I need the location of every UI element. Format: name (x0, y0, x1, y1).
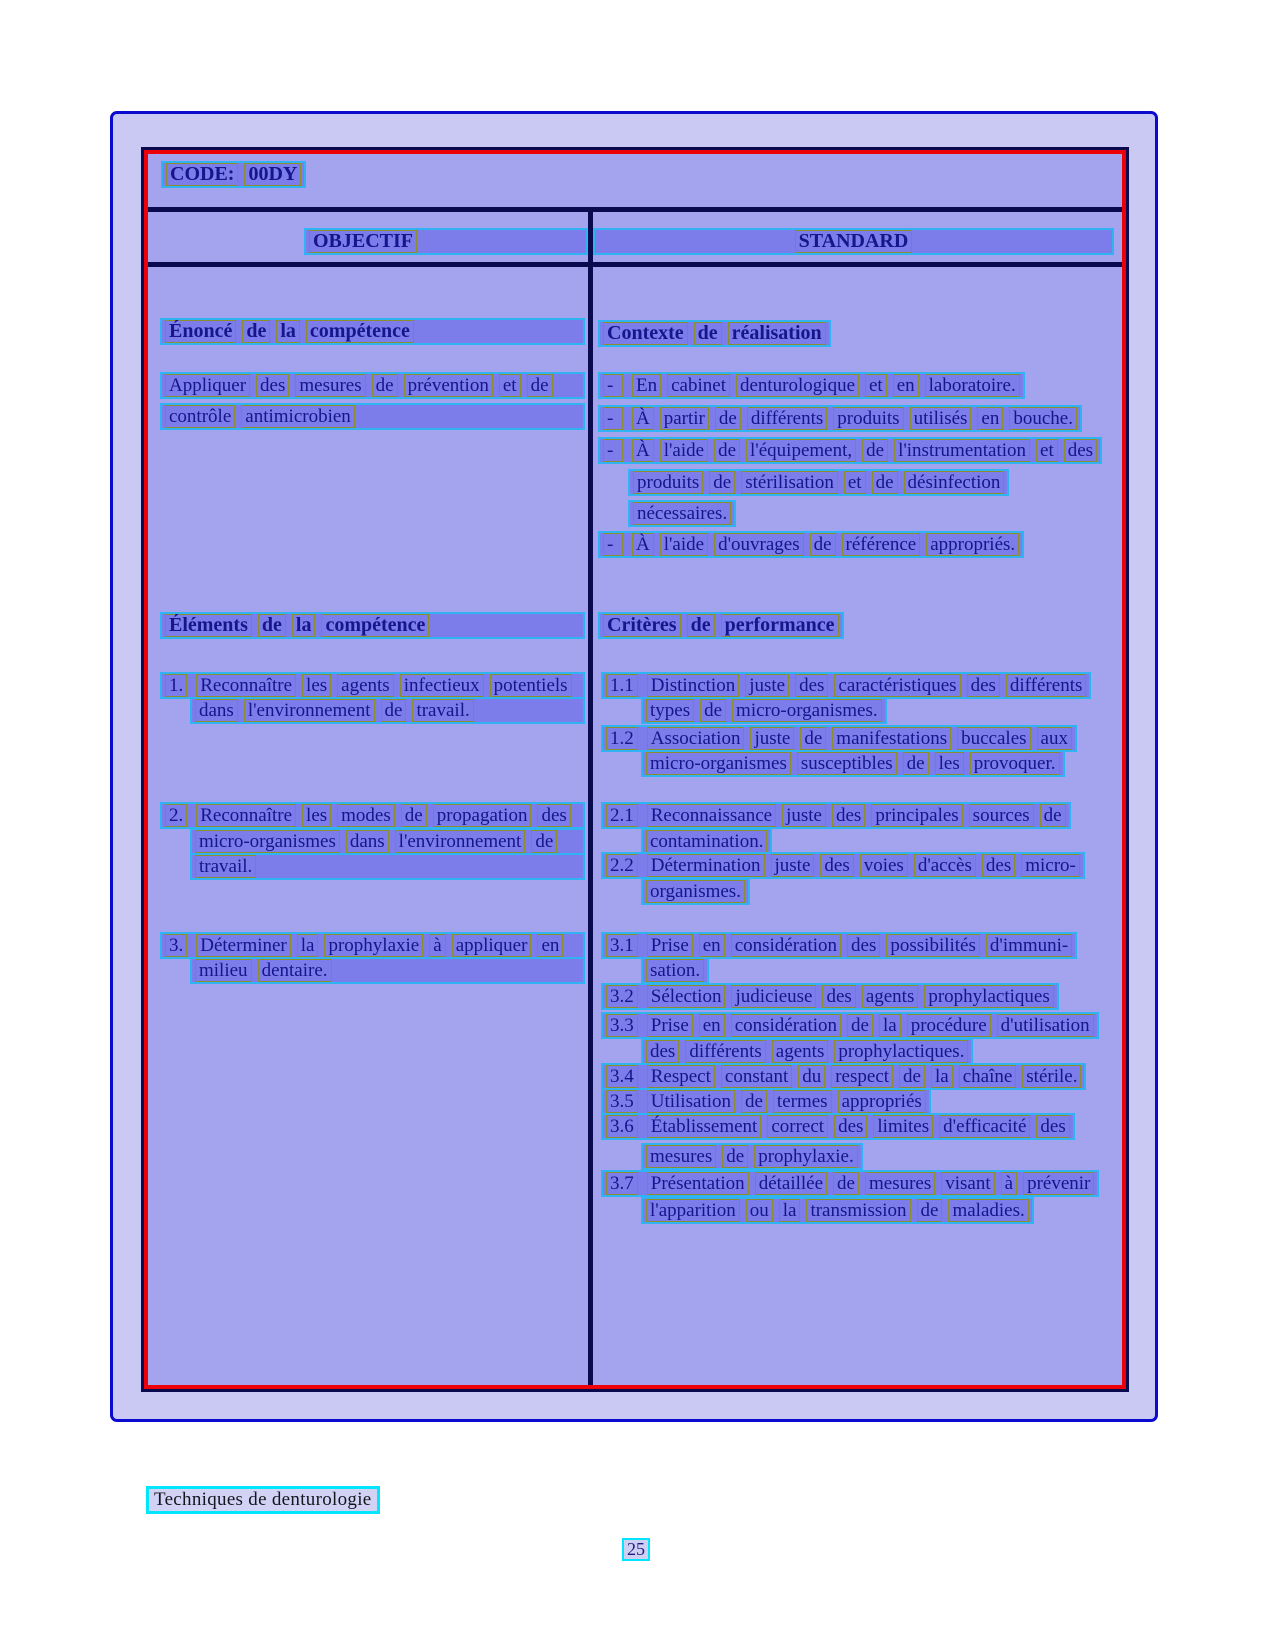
word: désinfection (904, 471, 1005, 494)
text-line (160, 802, 585, 829)
word: de (800, 727, 826, 750)
word: la (879, 1014, 901, 1037)
item-number: - (603, 533, 623, 556)
word: et (499, 374, 521, 397)
word: sources (969, 804, 1034, 827)
text-line (160, 372, 585, 399)
word: la (292, 614, 316, 637)
word: À (632, 533, 654, 556)
item-number: - (603, 374, 623, 397)
text-line (641, 878, 750, 905)
word: de (687, 614, 715, 637)
word: travail. (412, 699, 473, 722)
word: des (822, 985, 855, 1008)
section-elements-competence (160, 612, 585, 639)
word: l'apparition (646, 1199, 740, 1222)
word: stérilisation (741, 471, 838, 494)
document-footer-title (146, 1486, 380, 1514)
text-line (190, 853, 585, 880)
item-number: - (603, 407, 623, 430)
word: l'environnement (244, 699, 375, 722)
text-line (601, 852, 1085, 879)
word: de (722, 1145, 748, 1168)
word: des (832, 804, 865, 827)
text-line (641, 1143, 863, 1170)
text-line (601, 802, 1071, 829)
footer-title-text: Techniques de denturologie (154, 1489, 372, 1510)
word: des (834, 1115, 867, 1138)
word: modes (337, 804, 395, 827)
word: les (935, 752, 964, 775)
word: les (302, 804, 331, 827)
text-line (598, 372, 1025, 399)
word: détaillée (755, 1172, 827, 1195)
text-line (160, 403, 585, 430)
word: Prise (647, 934, 693, 957)
word: différents (685, 1040, 765, 1063)
word: agents (772, 1040, 829, 1063)
word: provoquer. (970, 752, 1060, 775)
word: d'ouvrages (714, 533, 804, 556)
word: l'instrumentation (894, 439, 1030, 462)
word: OBJECTIF (309, 230, 417, 253)
word: de (258, 614, 286, 637)
word: de (709, 471, 735, 494)
word: bouche. (1009, 407, 1077, 430)
word: constant (721, 1065, 792, 1088)
word: voies (860, 854, 908, 877)
word: cabinet (667, 374, 730, 397)
word: dans (195, 699, 238, 722)
word: de (862, 439, 888, 462)
word: Respect (647, 1065, 715, 1088)
word: Reconnaître (196, 674, 296, 697)
word: micro-organismes (646, 752, 791, 775)
word: et (1036, 439, 1058, 462)
text-line (601, 1012, 1099, 1039)
item-number: 3.6 (606, 1115, 638, 1138)
word: chaîne (959, 1065, 1017, 1088)
word: de (381, 699, 407, 722)
text-line (641, 1038, 973, 1065)
word: des (820, 854, 853, 877)
word: contrôle (165, 405, 235, 428)
word: du (798, 1065, 825, 1088)
word: Appliquer (165, 374, 250, 397)
word: appropriés (838, 1090, 926, 1113)
item-number: 2.1 (606, 804, 638, 827)
word: des (847, 934, 880, 957)
section-contexte-realisation (598, 320, 831, 347)
header-separator-top (148, 207, 1122, 212)
word: infectieux (400, 674, 484, 697)
word: en (537, 934, 563, 957)
word: partir (660, 407, 709, 430)
content-panel (110, 111, 1158, 1422)
word: ou (746, 1199, 773, 1222)
word: respect (831, 1065, 893, 1088)
word: compétence (321, 614, 429, 637)
word: agents (862, 985, 919, 1008)
page-number-text: 25 (627, 1539, 645, 1559)
word: types (646, 699, 694, 722)
word: l'environnement (395, 830, 526, 853)
word: Établissement (647, 1115, 762, 1138)
word: Détermination (647, 854, 765, 877)
word: laboratoire. (925, 374, 1020, 397)
word: juste (745, 674, 789, 697)
word: réalisation (728, 322, 826, 345)
word: antimicrobien (241, 405, 355, 428)
text-line (628, 469, 1009, 496)
item-number: 1. (165, 674, 187, 697)
item-number: 3.5 (606, 1090, 638, 1113)
word: prévention (404, 374, 493, 397)
text-line (160, 932, 585, 959)
word: l'aide (660, 533, 708, 556)
word: contamination. (646, 830, 767, 853)
word: micro-organismes. (732, 699, 882, 722)
word: produits (833, 407, 903, 430)
text-line (598, 437, 1102, 464)
word: prophylactiques. (834, 1040, 968, 1063)
word: en (699, 1014, 725, 1037)
item-number: - (603, 439, 623, 462)
text-line (601, 932, 1077, 959)
word: des (537, 804, 570, 827)
word: de (899, 1065, 925, 1088)
text-line (601, 1113, 1075, 1140)
word: en (893, 374, 919, 397)
word: de (714, 439, 740, 462)
word: visant (941, 1172, 994, 1195)
item-number: 3.1 (606, 934, 638, 957)
text-line (601, 672, 1091, 699)
word: compétence (306, 320, 414, 343)
word: nécessaires. (633, 502, 731, 525)
word: de (847, 1014, 873, 1037)
word: de (872, 471, 898, 494)
text-line (190, 828, 585, 855)
word: Éléments (165, 614, 252, 637)
word: différents (1006, 674, 1086, 697)
item-number: 2.2 (606, 854, 638, 877)
word: possibilités (886, 934, 980, 957)
word: des (967, 674, 1000, 697)
item-number: 2. (165, 804, 187, 827)
word: Reconnaissance (647, 804, 776, 827)
word: en (699, 934, 725, 957)
word: correct (767, 1115, 828, 1138)
text-line (598, 405, 1082, 432)
word: Déterminer (196, 934, 291, 957)
word: des (1036, 1115, 1069, 1138)
header-standard (593, 228, 1114, 255)
word: d'immuni- (986, 934, 1072, 957)
word: denturologique (736, 374, 859, 397)
word: micro-organismes (195, 830, 340, 853)
word: produits (633, 471, 703, 494)
word: en (977, 407, 1003, 430)
word: transmission (806, 1199, 910, 1222)
word: maladies. (948, 1199, 1028, 1222)
word: limites (873, 1115, 933, 1138)
word: juste (782, 804, 826, 827)
item-number: 3.4 (606, 1065, 638, 1088)
text-line (601, 1088, 931, 1115)
header-objectif (304, 228, 588, 255)
word: appliquer (452, 934, 532, 957)
word: et (865, 374, 887, 397)
word: Reconnaître (196, 804, 296, 827)
word: agents (337, 674, 394, 697)
word: Association (647, 727, 745, 750)
word: Sélection (647, 985, 726, 1008)
column-divider (588, 207, 593, 1385)
word: Utilisation (647, 1090, 735, 1113)
word: la (779, 1199, 801, 1222)
word: milieu (195, 959, 252, 982)
word: et (844, 471, 866, 494)
page-number (622, 1538, 650, 1561)
word: mesures (865, 1172, 935, 1195)
word: aux (1037, 727, 1072, 750)
word: des (256, 374, 289, 397)
text-line (601, 983, 1059, 1010)
text-line (601, 725, 1077, 752)
word: À (632, 407, 654, 430)
word: En (632, 374, 661, 397)
word: propagation (433, 804, 532, 827)
word: la (276, 320, 300, 343)
word: À (632, 439, 654, 462)
word: prophylaxie (324, 934, 423, 957)
word: de (700, 699, 726, 722)
word: organismes. (646, 880, 745, 903)
word: la (297, 934, 319, 957)
code-line (161, 161, 306, 188)
word: procédure (907, 1014, 991, 1037)
word: Présentation (647, 1172, 749, 1195)
competency-table (144, 150, 1126, 1389)
item-number: 3.3 (606, 1014, 638, 1037)
word: 00DY (244, 163, 301, 186)
word: Distinction (647, 674, 739, 697)
word: de (833, 1172, 859, 1195)
word: de (715, 407, 741, 430)
text-line (190, 957, 585, 984)
word: l'aide (660, 439, 708, 462)
word: susceptibles (797, 752, 897, 775)
word: STANDARD (795, 230, 913, 253)
word: de (531, 830, 557, 853)
text-line (641, 1197, 1034, 1224)
item-number: 3.2 (606, 985, 638, 1008)
word: appropriés. (926, 533, 1019, 556)
word: d'efficacité (939, 1115, 1030, 1138)
text-line (598, 531, 1024, 558)
word: d'accès (914, 854, 976, 877)
word: manifestations (832, 727, 951, 750)
word: juste (771, 854, 815, 877)
item-number: 3.7 (606, 1172, 638, 1195)
word: la (931, 1065, 953, 1088)
word: de (242, 320, 270, 343)
word: judicieuse (731, 985, 816, 1008)
word: de (372, 374, 398, 397)
word: CODE: (166, 163, 238, 186)
word: micro- (1021, 854, 1080, 877)
word: à (1001, 1172, 1017, 1195)
word: considération (731, 934, 841, 957)
word: différents (747, 407, 827, 430)
text-line (601, 1063, 1086, 1090)
item-number: 1.2 (606, 727, 638, 750)
item-number: 1.1 (606, 674, 638, 697)
word: de (401, 804, 427, 827)
word: de (527, 374, 553, 397)
word: l'équipement, (746, 439, 856, 462)
word: les (302, 674, 331, 697)
section-criteres-performance (598, 612, 844, 639)
text-line (641, 750, 1065, 777)
word: dentaire. (258, 959, 332, 982)
text-line (628, 500, 736, 527)
word: stérile. (1022, 1065, 1081, 1088)
word: travail. (195, 855, 256, 878)
word: dans (346, 830, 389, 853)
word: des (795, 674, 828, 697)
word: termes (773, 1090, 832, 1113)
word: des (646, 1040, 679, 1063)
word: buccales (957, 727, 1030, 750)
word: mesures (295, 374, 365, 397)
text-line (160, 672, 585, 699)
word: Prise (647, 1014, 693, 1037)
word: de (741, 1090, 767, 1113)
word: considération (731, 1014, 841, 1037)
text-line (641, 828, 772, 855)
word: de (917, 1199, 943, 1222)
word: de (1040, 804, 1066, 827)
header-separator-bottom (148, 262, 1122, 267)
text-line (190, 697, 585, 724)
word: d'utilisation (997, 1014, 1094, 1037)
text-line (601, 1170, 1099, 1197)
word: de (903, 752, 929, 775)
word: sation. (646, 959, 704, 982)
word: utilisés (910, 407, 972, 430)
word: caractéristiques (834, 674, 960, 697)
text-line (641, 957, 709, 984)
word: Énoncé (165, 320, 236, 343)
word: des (1064, 439, 1097, 462)
word: potentiels (490, 674, 572, 697)
word: de (810, 533, 836, 556)
word: référence (842, 533, 921, 556)
word: des (982, 854, 1015, 877)
word: juste (750, 727, 794, 750)
section-enonce-competence (160, 318, 585, 345)
word: mesures (646, 1145, 716, 1168)
word: Contexte (603, 322, 688, 345)
word: performance (721, 614, 839, 637)
word: à (429, 934, 445, 957)
item-number: 3. (165, 934, 187, 957)
word: prophylaxie. (754, 1145, 858, 1168)
text-line (641, 697, 887, 724)
word: prévenir (1023, 1172, 1094, 1195)
word: Critères (603, 614, 681, 637)
word: de (694, 322, 722, 345)
word: prophylactiques (924, 985, 1053, 1008)
word: principales (871, 804, 962, 827)
